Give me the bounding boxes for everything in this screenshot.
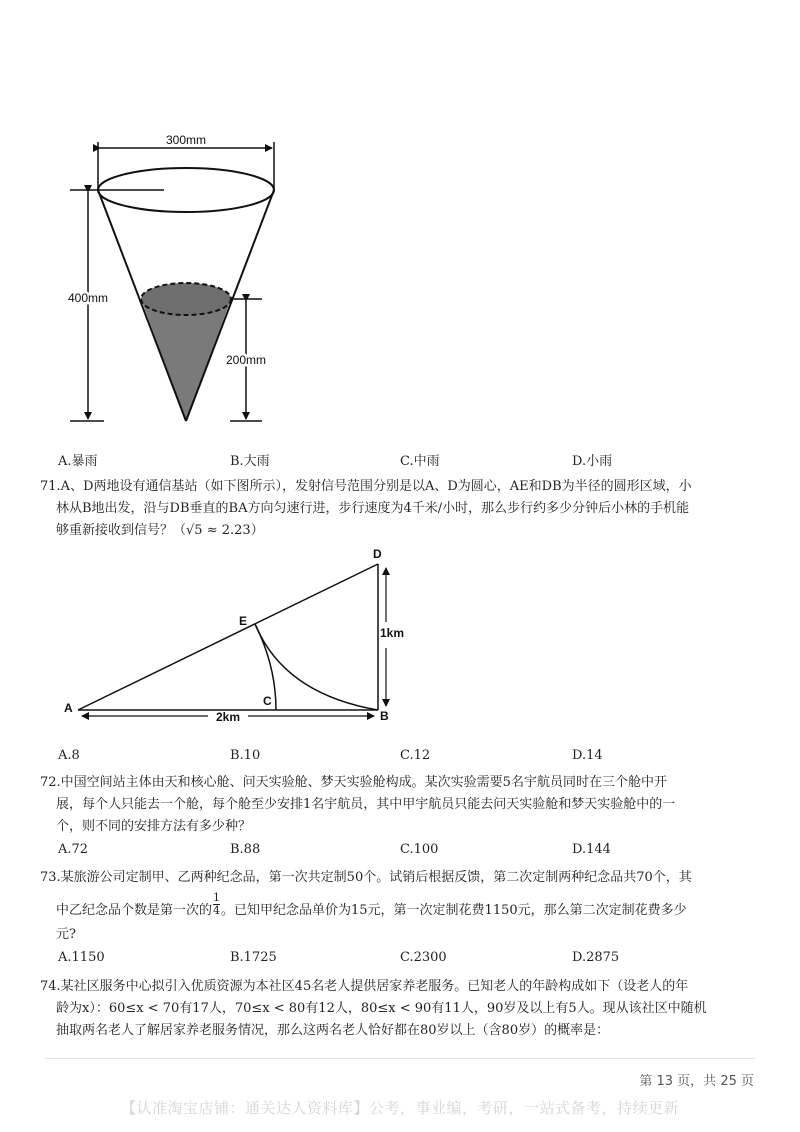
q72-option-c[interactable]: C.100 (400, 842, 439, 857)
fraction-one-quarter: $\frac{1}{4}$ (213, 891, 221, 917)
question-74 (40, 976, 755, 1042)
q70-option-a[interactable]: A.暴雨 (58, 454, 98, 469)
question-73 (40, 866, 755, 947)
q71-option-a[interactable]: A.8 (58, 748, 80, 763)
page-number: 第 13 页，共 25 页 (639, 1074, 754, 1089)
q71-option-d[interactable]: D.14 (572, 748, 603, 763)
sqrt5-approx: √5 ≈ 2.23 (186, 523, 251, 538)
q72-option-b[interactable]: B.88 (230, 842, 261, 857)
point-c: C (263, 694, 272, 708)
question-71 (40, 476, 755, 542)
ab-label: 2km (215, 710, 241, 724)
q70-option-b[interactable]: B.大雨 (230, 454, 270, 469)
q72-option-a[interactable]: A.72 (58, 842, 89, 857)
width-label: 300mm (165, 133, 207, 147)
q73-line3: 元? (56, 927, 76, 942)
arc-eb (255, 624, 378, 710)
height-label: 400mm (67, 291, 109, 305)
water-height-label: 200mm (225, 353, 267, 367)
q72-line3: 个，则不同的安排方法有多少种？ (56, 819, 252, 834)
point-a: A (64, 701, 73, 715)
q73-option-c[interactable]: C.2300 (400, 950, 447, 965)
q72-line2: 展，每个人只能去一个舱，每个舱至少安排1名宇航员，其中甲宇航员只能去问天实验舱和梦天实验舱中的一 (56, 797, 676, 812)
point-e: E (239, 614, 248, 628)
q73-option-a[interactable]: A.1150 (58, 950, 105, 965)
q70-option-c[interactable]: C.中雨 (400, 454, 440, 469)
q71-option-b[interactable]: B.10 (230, 748, 261, 763)
question-72 (40, 772, 755, 838)
cone-figure (60, 128, 300, 430)
watermark: 【认准淘宝店铺：通关达人资料库】公考，事业编，考研，一站式备考，持续更新 (120, 1099, 679, 1117)
triangle-figure (58, 544, 418, 728)
q73-option-b[interactable]: B.1725 (230, 950, 277, 965)
q71-line1: 71.A、D两地设有通信基站（如下图所示），发射信号范围分别是以A、D为圆心，AE和DB为半径的圆形区域，小 (40, 479, 692, 494)
q72-option-d[interactable]: D.144 (572, 842, 611, 857)
water-region (141, 299, 231, 421)
q74-line1: 74.某社区服务中心拟引入优质资源为本社区45名老人提供居家养老服务。已知老人的年龄构成如下（设老人的年 (40, 979, 689, 994)
db-label: 1km (380, 626, 405, 640)
q70-option-d[interactable]: D.小雨 (572, 454, 613, 469)
q71-line3: 够重新接收到信号？（√5 ≈ 2.23） (56, 523, 264, 538)
q73-line1: 73.某旅游公司定制甲、乙两种纪念品，第一次共定制50个。试销后根据反馈，第二次定制两种纪念品共70个，其 (40, 870, 692, 885)
water-surface (141, 283, 231, 315)
q73-option-d[interactable]: D.2875 (572, 950, 620, 965)
q74-line3: 抽取两名老人了解居家养老服务情况，那么这两名老人恰好都在80岁以上（含80岁）的概率是： (56, 1023, 610, 1038)
q71-line2: 林从B地出发，沿与DB垂直的BA方向匀速行进，步行速度为4千米/小时，那么步行约多少分钟后小林的手机能 (56, 501, 690, 516)
q71-option-c[interactable]: C.12 (400, 748, 431, 763)
q73-line2: 中乙纪念品个数是第一次的 $\frac{1}{4}$ 。已知甲纪念品单价为15元，第一次定制花费1150元，那么第二次定制花费多少 (56, 891, 687, 918)
q72-line1: 72.中国空间站主体由天和核心舱、问天实验舱、梦天实验舱构成。某次实验需要5名宇航员同时在三个舱中开 (40, 775, 667, 790)
point-b: B (380, 709, 389, 723)
point-d: D (373, 547, 382, 561)
q74-line2: 龄为x）：60≤x < 70有17人，70≤x < 80有12人，80≤x < 90有11人，90岁及以上有5人。现从该社区中随机 (56, 1001, 707, 1016)
footer-divider (45, 1058, 755, 1059)
